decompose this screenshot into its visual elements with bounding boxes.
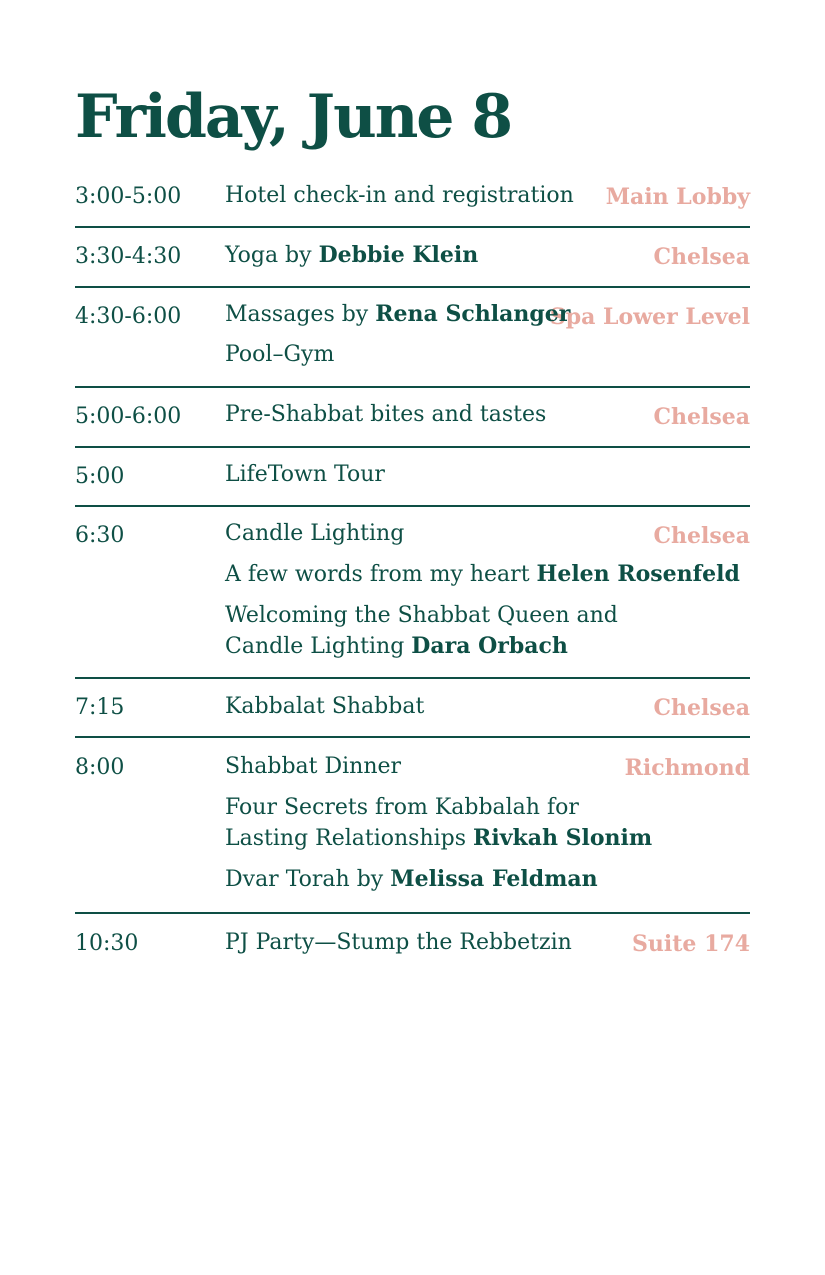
- event-time: 3:00-5:00: [75, 184, 182, 209]
- event-location: Chelsea: [653, 523, 750, 549]
- event-location: Chelsea: [653, 404, 750, 430]
- event-location: Chelsea: [653, 695, 750, 721]
- event-location: Suite 174: [632, 931, 750, 957]
- schedule-row: [75, 738, 750, 914]
- event-item: [225, 339, 334, 370]
- event-time: 5:00-6:00: [75, 404, 182, 429]
- event-title: Kabbalat Shabbat: [225, 694, 425, 719]
- schedule-row: [75, 914, 750, 974]
- event-title: PJ Party—Stump the Rebbetzin: [225, 930, 572, 955]
- event-time: 5:00: [75, 464, 125, 489]
- event-title-line2: [225, 823, 652, 854]
- event-item: [225, 180, 574, 211]
- event-title: Welcoming the Shabbat Queen and: [225, 603, 618, 628]
- event-location: Spa Lower Level: [549, 304, 750, 330]
- event-speaker: Melissa Feldman: [390, 866, 598, 892]
- event-time: 6:30: [75, 523, 125, 548]
- event-time: 8:00: [75, 755, 125, 780]
- event-item: [225, 864, 598, 895]
- event-title: Shabbat Dinner: [225, 754, 402, 779]
- event-item: [225, 518, 404, 549]
- event-item: [225, 399, 546, 430]
- event-time: 10:30: [75, 931, 139, 956]
- event-title: Pre-Shabbat bites and tastes: [225, 402, 547, 427]
- event-item: [225, 691, 424, 722]
- event-item: [225, 240, 478, 271]
- schedule-row: [75, 679, 750, 738]
- event-title: A few words from my heart: [225, 562, 530, 587]
- event-item: [225, 927, 572, 958]
- schedule-row: [75, 228, 750, 288]
- event-item: [225, 559, 740, 590]
- event-title: Candle Lighting: [225, 521, 405, 546]
- page-title: Friday, June 8: [75, 82, 512, 152]
- event-title: Yoga by: [225, 243, 312, 268]
- event-location: Main Lobby: [605, 184, 750, 210]
- event-location: Richmond: [624, 755, 750, 781]
- event-item: [225, 600, 618, 662]
- event-location: Chelsea: [653, 244, 750, 270]
- schedule-list: [75, 175, 750, 974]
- event-title: Four Secrets from Kabbalah for: [225, 795, 579, 820]
- event-speaker: Rena Schlanger: [375, 301, 571, 327]
- event-title: Hotel check-in and registration: [225, 183, 574, 208]
- event-item: [225, 299, 570, 330]
- event-time: 3:30-4:30: [75, 244, 182, 269]
- event-speaker: Rivkah Slonim: [473, 825, 653, 851]
- schedule-row: [75, 507, 750, 679]
- event-item: [225, 751, 401, 782]
- event-speaker: Helen Rosenfeld: [536, 561, 740, 587]
- event-title: Dvar Torah by: [225, 867, 384, 892]
- schedule-row: [75, 388, 750, 448]
- event-item: [225, 459, 385, 490]
- event-title: LifeTown Tour: [225, 462, 385, 487]
- event-item: [225, 792, 652, 854]
- schedule-row: [75, 175, 750, 228]
- event-time: 7:15: [75, 695, 125, 720]
- event-title: Pool–Gym: [225, 342, 335, 367]
- schedule-row: [75, 288, 750, 388]
- event-title-continued: Lasting Relationships: [225, 826, 467, 851]
- event-title-continued: Candle Lighting: [225, 634, 405, 659]
- event-speaker: Dara Orbach: [411, 633, 568, 659]
- event-title: Massages by: [225, 302, 369, 327]
- event-title-line2: [225, 631, 618, 662]
- event-speaker: Debbie Klein: [318, 242, 479, 268]
- schedule-row: [75, 448, 750, 507]
- event-time: 4:30-6:00: [75, 304, 182, 329]
